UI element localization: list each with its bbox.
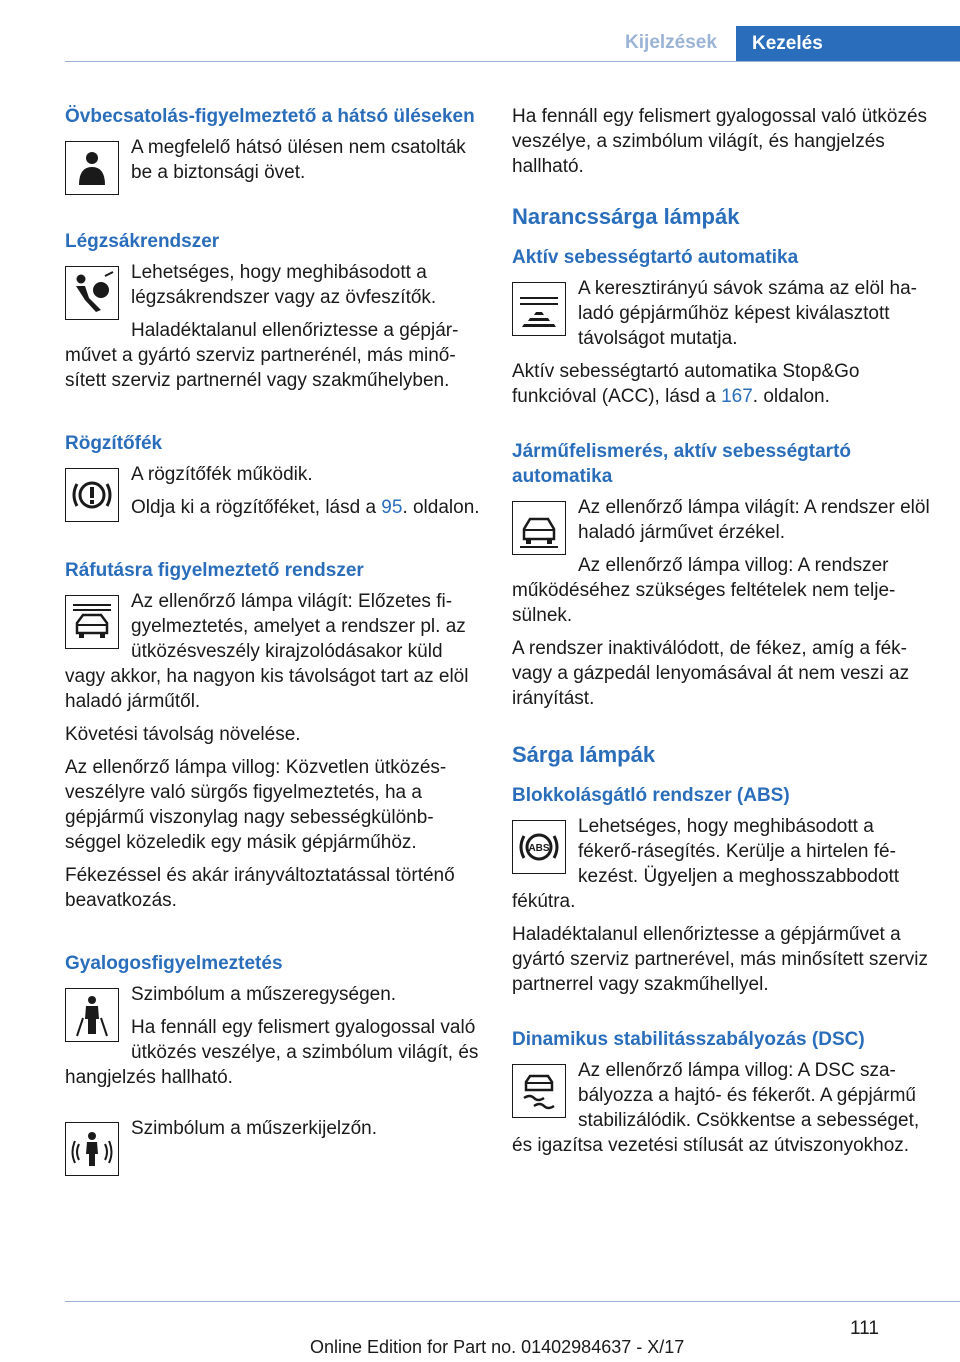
paragraph: Haladéktalanul ellenőriztesse a gépjárművet a gyártó szerviz partnerénél, más minősített szerviz partnernél vagy szakműhelyben.: [65, 320, 459, 391]
pedestrian-sound-icon: [65, 1122, 119, 1176]
abs-label: ABS: [528, 843, 550, 854]
paragraph: Az ellenőrző lámpa világít: A rendszer elöl haladó járművet érzékel.: [578, 497, 930, 543]
section-title: Ráfutásra figyelmeztető rendszer: [65, 560, 364, 581]
paragraph: Lehetséges, hogy meghibásodott a légzsákrendszer vagy az övfeszítők.: [131, 262, 437, 308]
paragraph: A rendszer inaktiválódott, de fékez, amíg a fék- vagy a gázpedál lenyomásával át nem veszi az irányítást.: [512, 638, 910, 709]
section-title: Légzsákrendszer: [65, 231, 220, 252]
pedestrian-icon: [65, 988, 119, 1042]
paragraph: A megfelelő hátsó ülésen nem csatolták be a biztonsági övet.: [131, 137, 466, 183]
paragraph: Haladéktalanul ellenőriztesse a gépjárművet a gyártó szerviz partnerével, más minősített szerviz partnerrel vagy szakműhellyel.: [512, 924, 929, 995]
heading-yellow-lamps: Sárga lámpák: [512, 742, 656, 767]
paragraph: Az ellenőrző lámpa világít: Előzetes figyelmeztetés, amelyet a rendszer pl. az ütközésveszély kirajzolódásakor küld vagy akkor, ha nagyon kis távolságot tart az elöl haladó járműtől.: [65, 591, 469, 712]
section-seatbelt: [65, 104, 480, 199]
paragraph: Szimbólum a műszerkijelzőn.: [131, 1118, 378, 1139]
paragraph: Fékezéssel és akár irányváltoztatással történő beavatkozás.: [65, 865, 455, 911]
section-airbag: [65, 229, 480, 401]
edition-footer: Online Edition for Part no. 01402984637 - X/17: [310, 1337, 685, 1357]
text: . oldalon.: [752, 386, 830, 407]
section-pedestrian-warning: [65, 951, 480, 1180]
footer-divider: [65, 1301, 960, 1302]
text: Aktív sebességtartó automatika Stop&Go funkcióval (ACC), lásd a: [512, 361, 860, 407]
paragraph: Ha fennáll egy felismert gyalogossal való ütközés veszélye, a szimbólum világít, és hangjelzés hallható.: [512, 106, 928, 177]
section-collision-warning: [65, 558, 480, 921]
paragraph: Ha fennáll egy felismert gyalogossal való ütközés veszélye, a szimbólum világít, és hangjelzés hallható.: [65, 1017, 479, 1088]
section-parking-brake: [65, 431, 480, 528]
section-dsc: [512, 1027, 930, 1166]
section-title: Övbecsatolás-figyelmeztető a hátsó üléseken: [65, 106, 475, 127]
header-divider: [65, 61, 960, 62]
paragraph: Az ellenőrző lámpa villog: Közvetlen ütközésveszélyre való sürgős figyelmeztetés, ha a gépjármű viszonylag nagy sebességkülönbséggel közeledik egy másik gépjárműhöz.: [65, 757, 447, 853]
paragraph: A keresztirányú sávok száma az elöl haladó gépjárműhöz képest kiválasztott távolságot mutatja.: [578, 278, 917, 349]
paragraph: [512, 359, 930, 409]
paragraph: Követési távolság növelése.: [65, 724, 301, 745]
distance-bars-icon: [512, 282, 566, 336]
seatbelt-person-icon: [65, 141, 119, 195]
section-title: Gyalogosfigyelmeztetés: [65, 953, 283, 974]
section-title: Aktív sebességtartó automatika: [512, 247, 799, 268]
page-link-167[interactable]: 167: [721, 386, 753, 407]
text: Oldja ki a rögzítőféket, lásd a: [131, 497, 382, 518]
section-abs: [512, 783, 930, 997]
car-ahead-icon: [65, 595, 119, 649]
paragraph: Az ellenőrző lámpa villog: A rendszer működéséhez szükséges feltételek nem teljesülnek.: [512, 555, 896, 626]
paragraph: A rögzítőfék működik.: [131, 464, 313, 485]
dsc-skid-icon: [512, 1064, 566, 1118]
parking-brake-icon: [65, 468, 119, 522]
tab-kezeles[interactable]: Kezelés: [736, 26, 960, 62]
right-column: [512, 104, 930, 1196]
paragraph: Szimbólum a műszeregységen.: [131, 984, 397, 1005]
page-number: 111: [850, 1318, 879, 1339]
paragraph: Lehetséges, hogy meghibásodott a fékerő-rásegítés. Kerülje a hirtelen fékezést. Ügyeljen a meghosszabbodott fékútra.: [512, 816, 900, 912]
paragraph: [65, 495, 480, 520]
abs-icon: [512, 820, 566, 874]
section-title: Blokkolásgátló rendszer (ABS): [512, 785, 790, 806]
vehicle-detected-icon: [512, 501, 566, 555]
section-title: Dinamikus stabilitásszabályozás (DSC): [512, 1029, 865, 1050]
page-link-95[interactable]: 95: [381, 497, 403, 518]
left-column: [65, 104, 480, 1210]
airbag-icon: [65, 266, 119, 320]
section-title: Rögzítőfék: [65, 433, 163, 454]
section-title: Járműfelismerés, aktív sebességtartó automatika: [512, 441, 852, 487]
heading-orange-lamps: Narancssárga lámpák: [512, 204, 740, 229]
text: . oldalon.: [402, 497, 480, 518]
paragraph: Az ellenőrző lámpa villog: A DSC szabályozza a hajtó- és fékerőt. A gépjármű stabilizálódik. Csökkentse a sebességet, és igazítsa vezetési stílusát az útviszonyokhoz.: [512, 1060, 920, 1156]
section-vehicle-detection: [512, 439, 930, 711]
section-acc: [512, 245, 930, 409]
tab-kijelzesek[interactable]: Kijelzések: [625, 32, 717, 53]
